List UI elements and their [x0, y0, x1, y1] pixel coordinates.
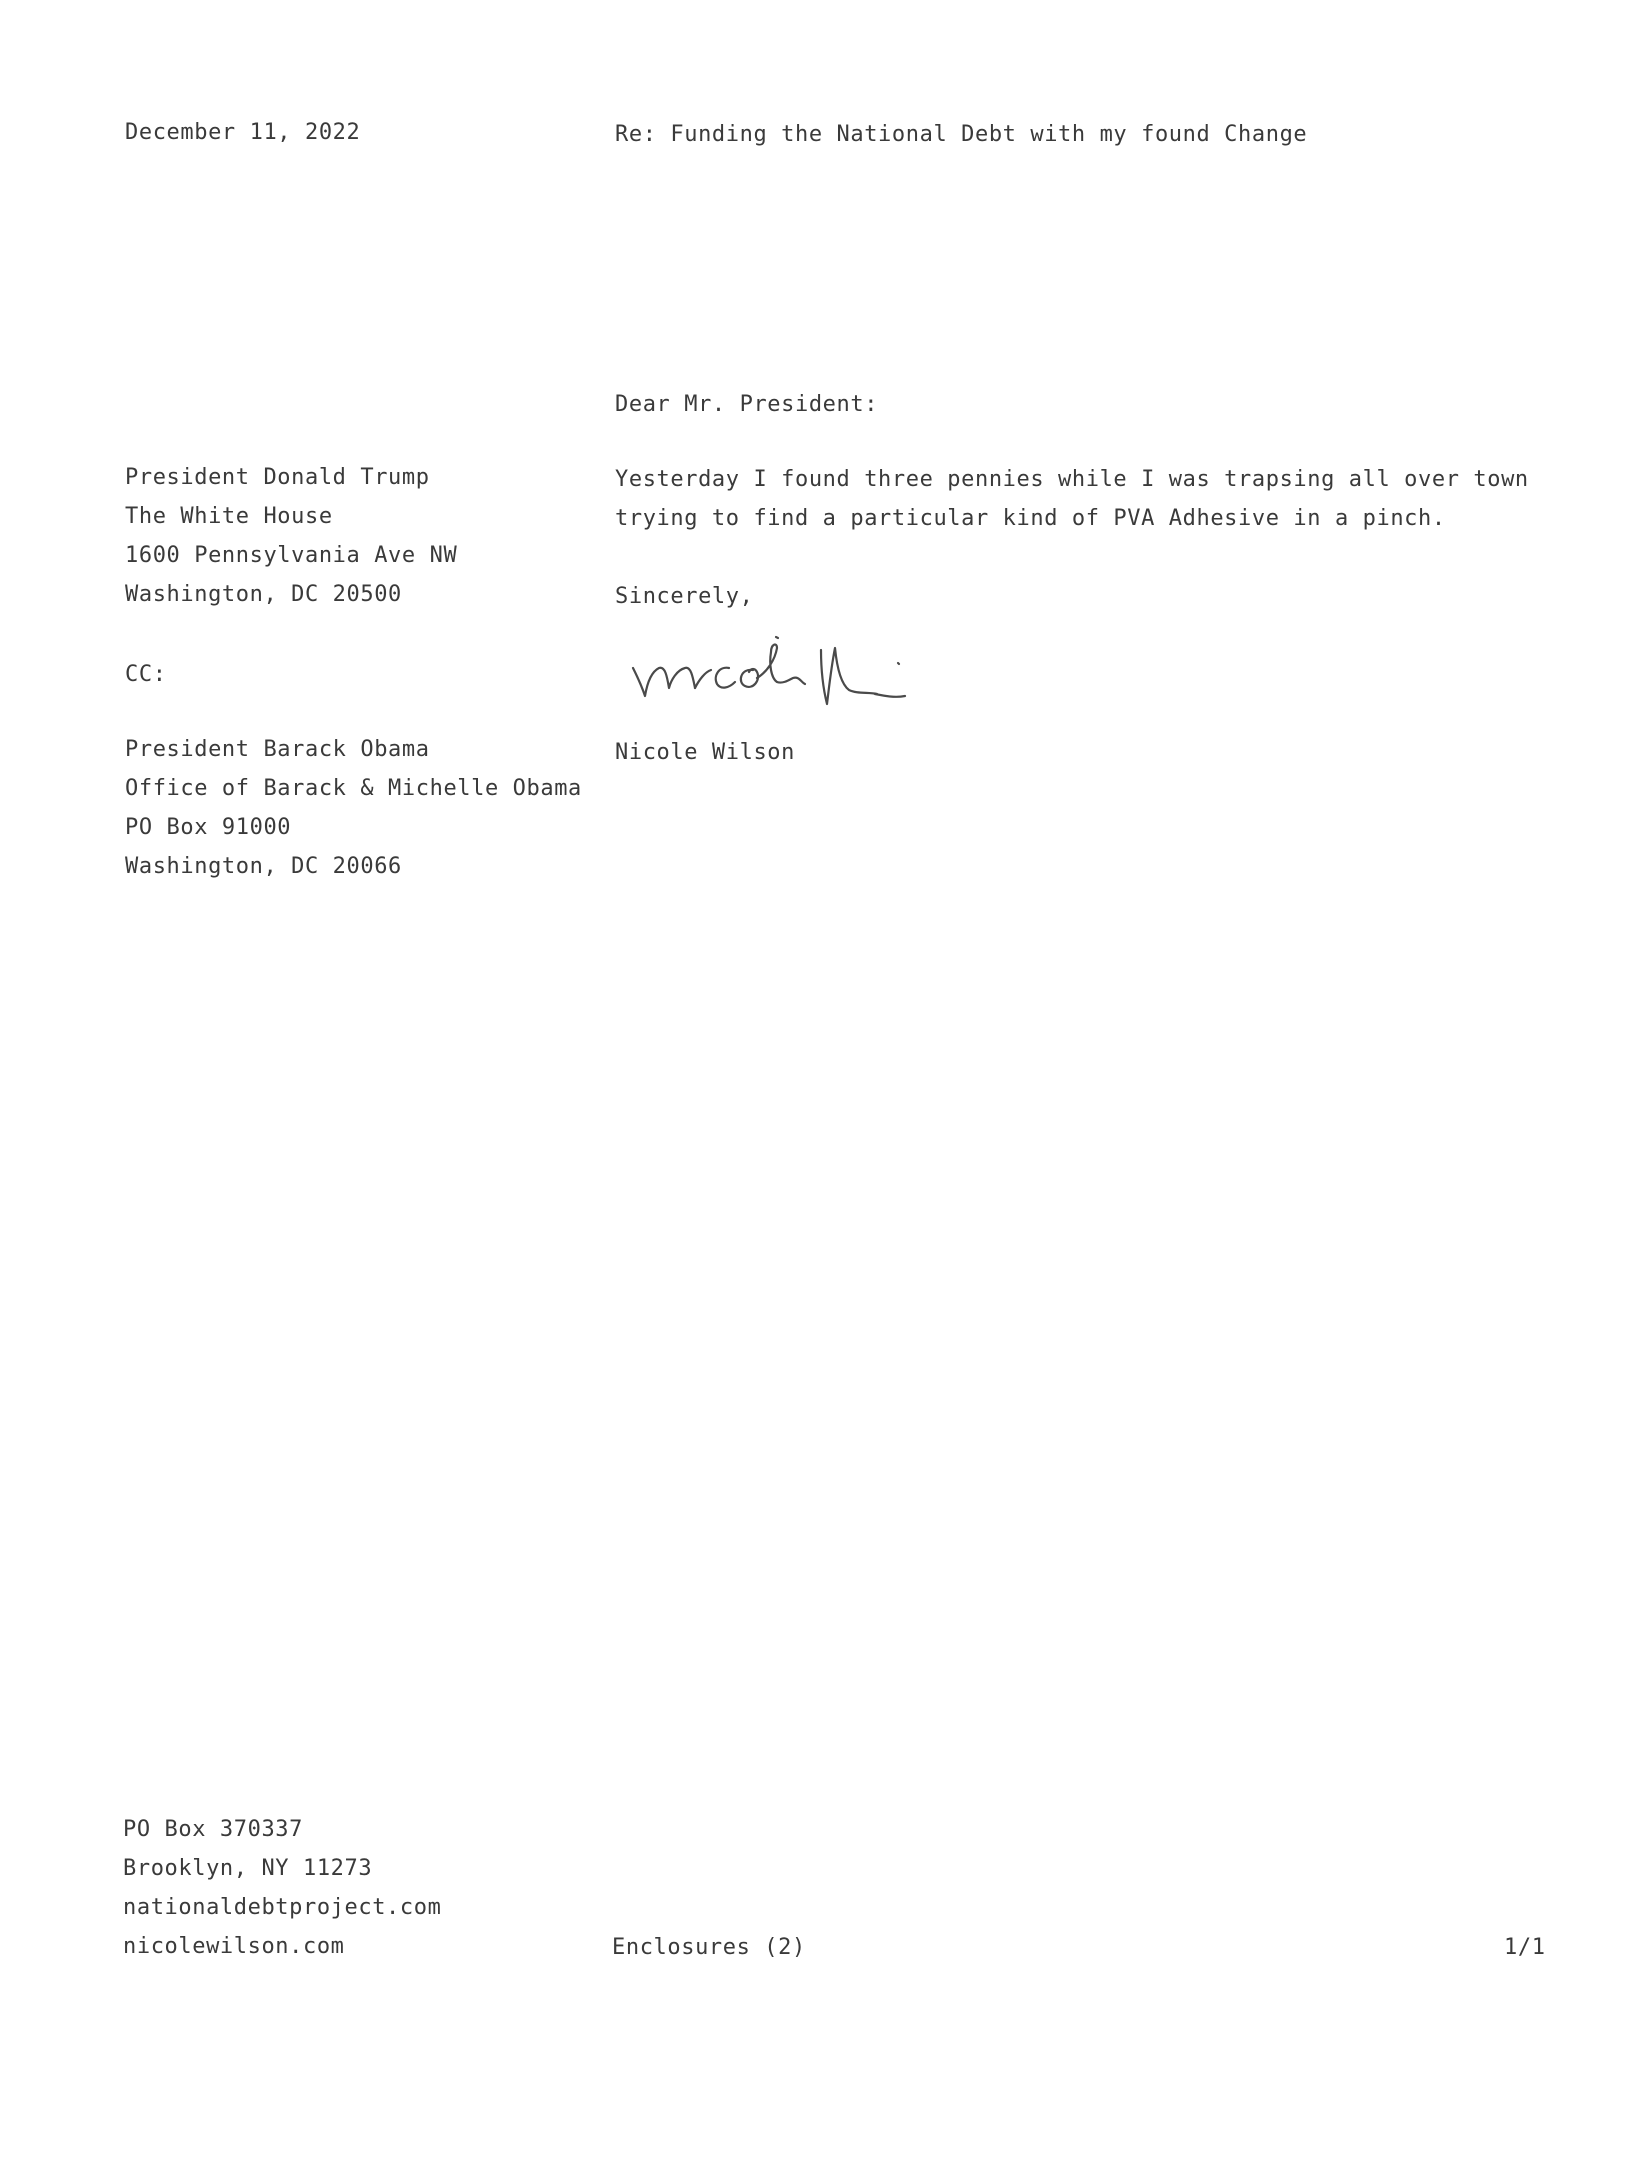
- recipient-address: [125, 458, 457, 614]
- signature-drawing: [625, 628, 995, 728]
- cc-recipient-po-box: PO Box 91000: [125, 815, 292, 840]
- cc-recipient-name: President Barack Obama: [125, 737, 430, 762]
- salutation: Dear Mr. President:: [615, 392, 879, 417]
- cc-recipient-city: Washington, DC 20066: [125, 854, 402, 879]
- cc-recipient-address: [125, 730, 582, 886]
- signer-name: Nicole Wilson: [615, 740, 795, 765]
- enclosures-note: Enclosures (2): [612, 1935, 806, 1960]
- cc-recipient-organization: Office of Barack & Michelle Obama: [125, 776, 582, 801]
- return-po-box: PO Box 370337: [123, 1817, 303, 1842]
- return-address: [123, 1810, 441, 1966]
- recipient-city: Washington, DC 20500: [125, 582, 402, 607]
- recipient-name: President Donald Trump: [125, 465, 430, 490]
- body-line: Yesterday I found three pennies while I was trapsing all over town: [615, 467, 1529, 492]
- recipient-street: 1600 Pennsylvania Ave NW: [125, 543, 458, 568]
- cc-label: CC:: [125, 662, 167, 687]
- return-website-personal: nicolewilson.com: [123, 1934, 345, 1959]
- handwritten-signature: [625, 628, 995, 728]
- closing: Sincerely,: [615, 584, 754, 609]
- body-line: trying to find a particular kind of PVA Adhesive in a pinch.: [615, 506, 1446, 531]
- page-number: 1/1: [1504, 1935, 1546, 1960]
- return-website-project: nationaldebtproject.com: [123, 1895, 442, 1920]
- return-city: Brooklyn, NY 11273: [123, 1856, 373, 1881]
- letter-date: December 11, 2022: [125, 120, 361, 145]
- recipient-organization: The White House: [125, 504, 333, 529]
- letter-body: [615, 460, 1529, 538]
- letter-subject: Re: Funding the National Debt with my found Change: [615, 122, 1308, 147]
